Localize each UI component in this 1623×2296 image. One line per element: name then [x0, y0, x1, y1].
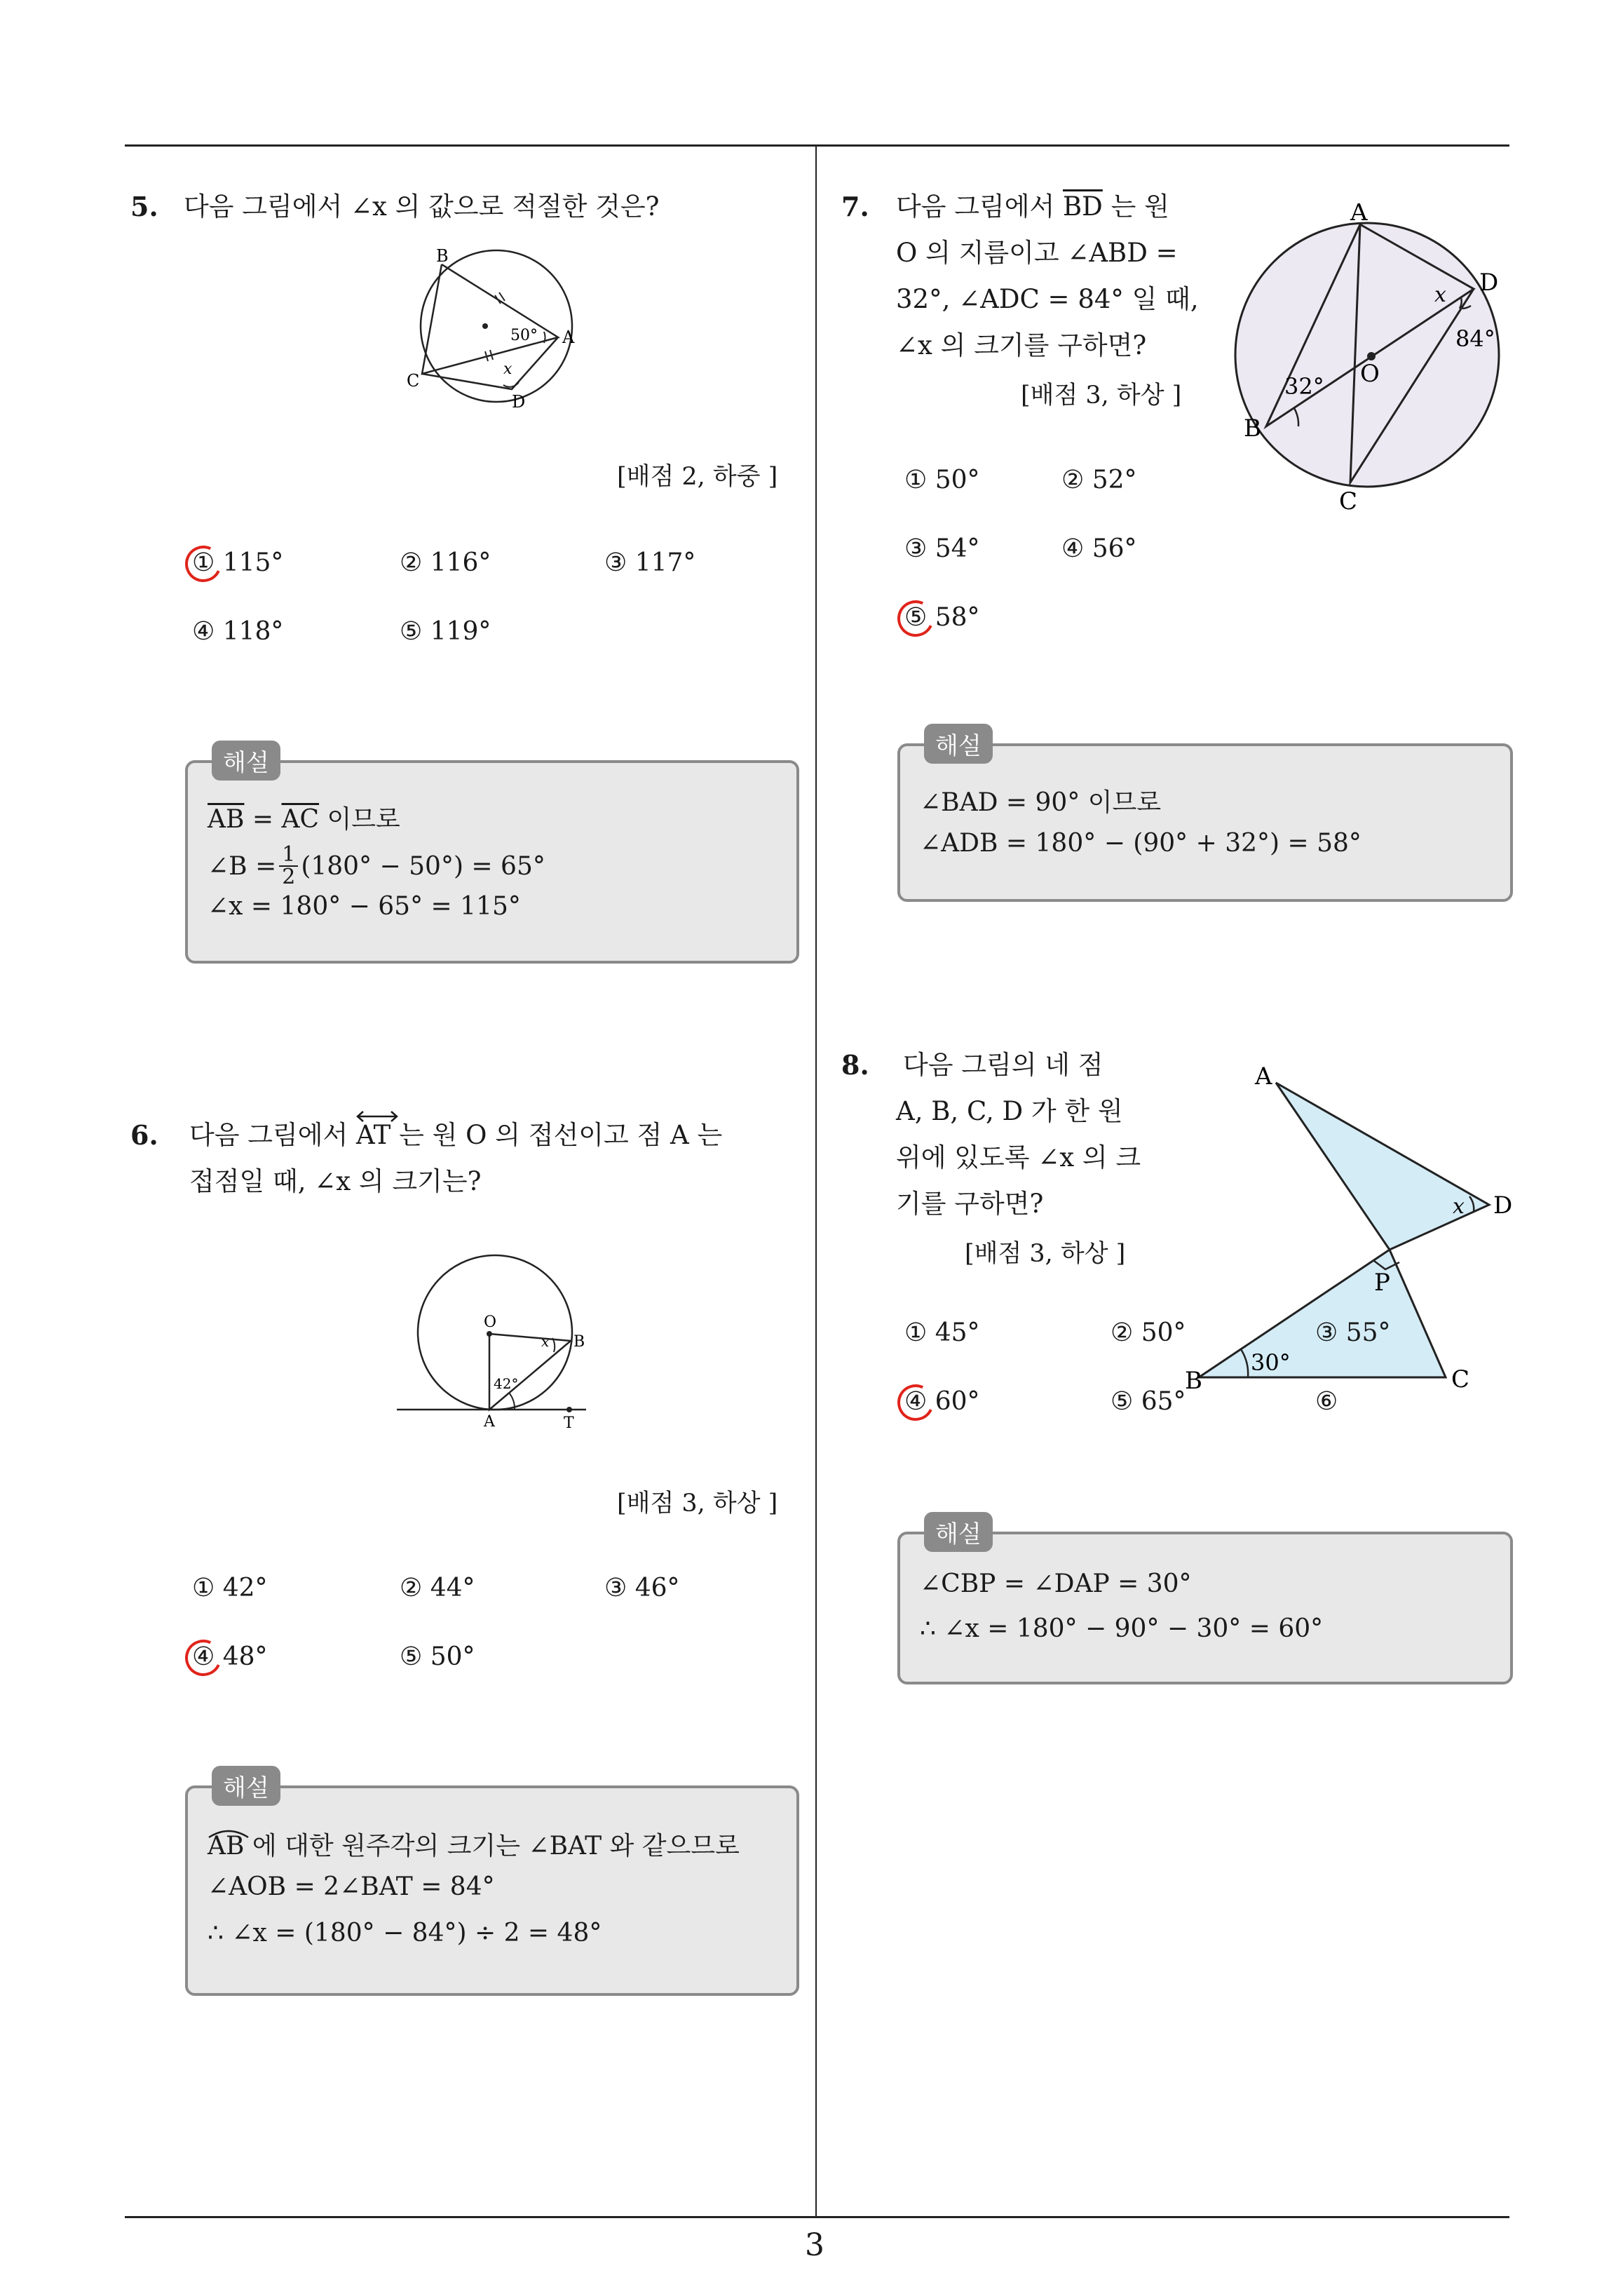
q5-sol-ab: $\overline{AB}$: [208, 805, 245, 834]
q7-bd: $\overline{BD}$: [1062, 191, 1103, 222]
q8-label-d: D: [1493, 1191, 1513, 1220]
q5-choice-1[interactable]: ① 115°: [192, 548, 284, 577]
q8-number: 8.: [841, 1049, 869, 1081]
q5-choice-2[interactable]: ② 116°: [400, 548, 491, 577]
q7-choice-5[interactable]: ⑤ 58°: [904, 603, 980, 632]
q8-x-label: x: [1453, 1194, 1465, 1219]
q8-angle-b: 30°: [1251, 1349, 1291, 1376]
q6-x-label: x: [541, 1333, 550, 1350]
q8-choice-2[interactable]: ② 50°: [1111, 1318, 1186, 1347]
column-divider: [815, 144, 817, 2217]
q6-sol-arc: AB: [208, 1832, 244, 1861]
q5-sol-frac-den: 2: [282, 865, 296, 889]
q6-solution-line3: ∴ ∠x = (180° − 84°) ÷ 2 = 48°: [208, 1919, 602, 1947]
q5-choice-5[interactable]: ⑤ 119°: [400, 617, 491, 646]
q6-choice-1[interactable]: ① 42°: [192, 1574, 268, 1602]
q7-text-line2: O 의 지름이고 ∠ABD =: [896, 238, 1178, 268]
q7-x-label: x: [1434, 283, 1446, 307]
q5-sol-frac-num: 1: [279, 844, 298, 867]
q5-sol-l2-pre: ∠B =: [208, 851, 277, 881]
q6-label-b: B: [573, 1333, 585, 1351]
q6-label-a: A: [484, 1413, 495, 1431]
q5-label-c: C: [407, 371, 420, 391]
q7-choice-2[interactable]: ② 52°: [1061, 466, 1137, 494]
q7-solution-box: [897, 743, 1513, 902]
q6-score: [배점 3, 하상 ]: [617, 1490, 778, 1518]
q8-label-a: A: [1255, 1062, 1272, 1090]
bottom-rule: [125, 2216, 1509, 2218]
q7-angle-b: 32°: [1284, 373, 1324, 400]
q8-choice-5[interactable]: ⑤ 65°: [1111, 1387, 1186, 1416]
q7-label-c: C: [1339, 487, 1358, 512]
q6-line-at: AT: [356, 1112, 391, 1159]
q7-solution-tag: 해설: [924, 724, 993, 764]
top-rule: [125, 144, 1509, 147]
q8-solution-box: [897, 1532, 1513, 1684]
q6-label-o: O: [484, 1314, 497, 1331]
q5-label-b: B: [436, 249, 449, 266]
q8-choice-6[interactable]: ⑥: [1315, 1387, 1338, 1416]
q6-text-post: 는 원 O 의 접선이고 점 A 는: [391, 1120, 723, 1150]
q5-x-label: x: [503, 360, 512, 378]
q8-solution-line1: ∠CBP = ∠DAP = 30°: [920, 1569, 1192, 1598]
q6-solution-line2: ∠AOB = 2∠BAT = 84°: [208, 1872, 495, 1901]
q5-sol-rest: 이므로: [319, 805, 400, 834]
q6-text-pre: 다음 그림에서: [189, 1120, 356, 1150]
q6-choice-3[interactable]: ③ 46°: [604, 1574, 680, 1602]
q6-solution-line1: [208, 1826, 740, 1862]
q5-solution-tag: 해설: [212, 741, 280, 781]
q6-text-line2: 접점일 때, ∠x 의 크기는?: [189, 1166, 482, 1196]
q5-choice-4[interactable]: ④ 118°: [192, 617, 284, 646]
q8-label-b: B: [1185, 1367, 1202, 1389]
q6-sol-rest: 에 대한 원주각의 크기는 ∠BAT 와 같으므로: [244, 1832, 740, 1861]
q5-sol-fraction: [279, 844, 298, 888]
q5-score: [배점 2, 하중 ]: [617, 463, 778, 491]
q6-label-t: T: [564, 1414, 574, 1432]
q7-text-line4: ∠x 의 크기를 구하면?: [896, 330, 1147, 360]
q8-solution-line2: ∴ ∠x = 180° − 90° − 30° = 60°: [920, 1614, 1324, 1643]
q7-figure: [1234, 203, 1514, 512]
q5-label-d: D: [512, 392, 526, 412]
q8-choice-3[interactable]: ③ 55°: [1315, 1318, 1391, 1347]
q8-text-line1: 다음 그림의 네 점: [903, 1050, 1103, 1080]
q5-number: 5.: [130, 191, 158, 222]
q7-text-line3: 32°, ∠ADC = 84° 일 때,: [896, 284, 1199, 314]
q6-angle-label: 42°: [494, 1375, 519, 1392]
q8-score: [배점 3, 하상 ]: [965, 1240, 1126, 1268]
q7-choice-1[interactable]: ① 50°: [904, 466, 980, 494]
q8-label-p: P: [1374, 1269, 1390, 1297]
q7-choice-4[interactable]: ④ 56°: [1061, 534, 1137, 563]
q8-text-line4: 기를 구하면?: [896, 1189, 1044, 1219]
q5-figure: [407, 249, 589, 417]
q5-sol-ac: $\overline{AC}$: [281, 805, 320, 834]
q8-text-line2: A, B, C, D 가 한 원: [896, 1096, 1123, 1126]
q6-choice-2[interactable]: ② 44°: [400, 1574, 475, 1602]
page-number: 3: [805, 2227, 824, 2263]
q7-text-line1: 다음 그림에서 $\overline{BD}$ 는 원: [896, 191, 1169, 222]
q5-sol-eq: =: [244, 805, 282, 834]
q8-choice-4[interactable]: ④ 60°: [904, 1387, 980, 1416]
q5-text: 다음 그림에서 ∠x 의 값으로 적절한 것은?: [184, 191, 660, 222]
q7-label-o: O: [1360, 360, 1380, 388]
q5-label-a: A: [562, 327, 575, 347]
q7-angle-d: 84°: [1455, 325, 1495, 352]
q6-number: 6.: [130, 1119, 158, 1151]
q5-angle-label: 50°: [510, 327, 538, 344]
q7-choice-3[interactable]: ③ 54°: [904, 534, 980, 563]
q7-label-d: D: [1479, 269, 1499, 297]
q6-line-arrow: [355, 1109, 400, 1123]
q7-number: 7.: [841, 191, 869, 222]
q5-solution-line3: ∠x = 180° − 65° = 115°: [208, 892, 521, 921]
q7-score: [배점 3, 하상 ]: [1021, 381, 1182, 410]
q7-solution-line2: ∠ADB = 180° − (90° + 32°) = 58°: [920, 829, 1361, 858]
q8-solution-tag: 해설: [924, 1512, 993, 1552]
q6-choice-5[interactable]: ⑤ 50°: [400, 1642, 475, 1671]
q7-label-b: B: [1244, 414, 1261, 443]
q5-sol-l2-post: (180° − 50°) = 65°: [301, 851, 545, 881]
q5-choice-3[interactable]: ③ 117°: [604, 548, 696, 577]
q8-choice-1[interactable]: ① 45°: [904, 1318, 980, 1347]
q6-figure: [397, 1254, 593, 1436]
q6-arc-mark: [208, 1828, 250, 1839]
q6-solution-tag: 해설: [212, 1766, 280, 1806]
q7-solution-line1: ∠BAD = 90° 이므로: [920, 788, 1162, 817]
q5-solution-line2: [208, 844, 545, 888]
q6-text-line1: [189, 1112, 722, 1159]
q8-label-c: C: [1451, 1365, 1470, 1389]
q5-solution-line1: [208, 799, 400, 835]
q8-text-line3: 위에 있도록 ∠x 의 크: [896, 1142, 1141, 1173]
q7-label-a: A: [1350, 203, 1368, 227]
q6-choice-4[interactable]: ④ 48°: [192, 1642, 268, 1671]
